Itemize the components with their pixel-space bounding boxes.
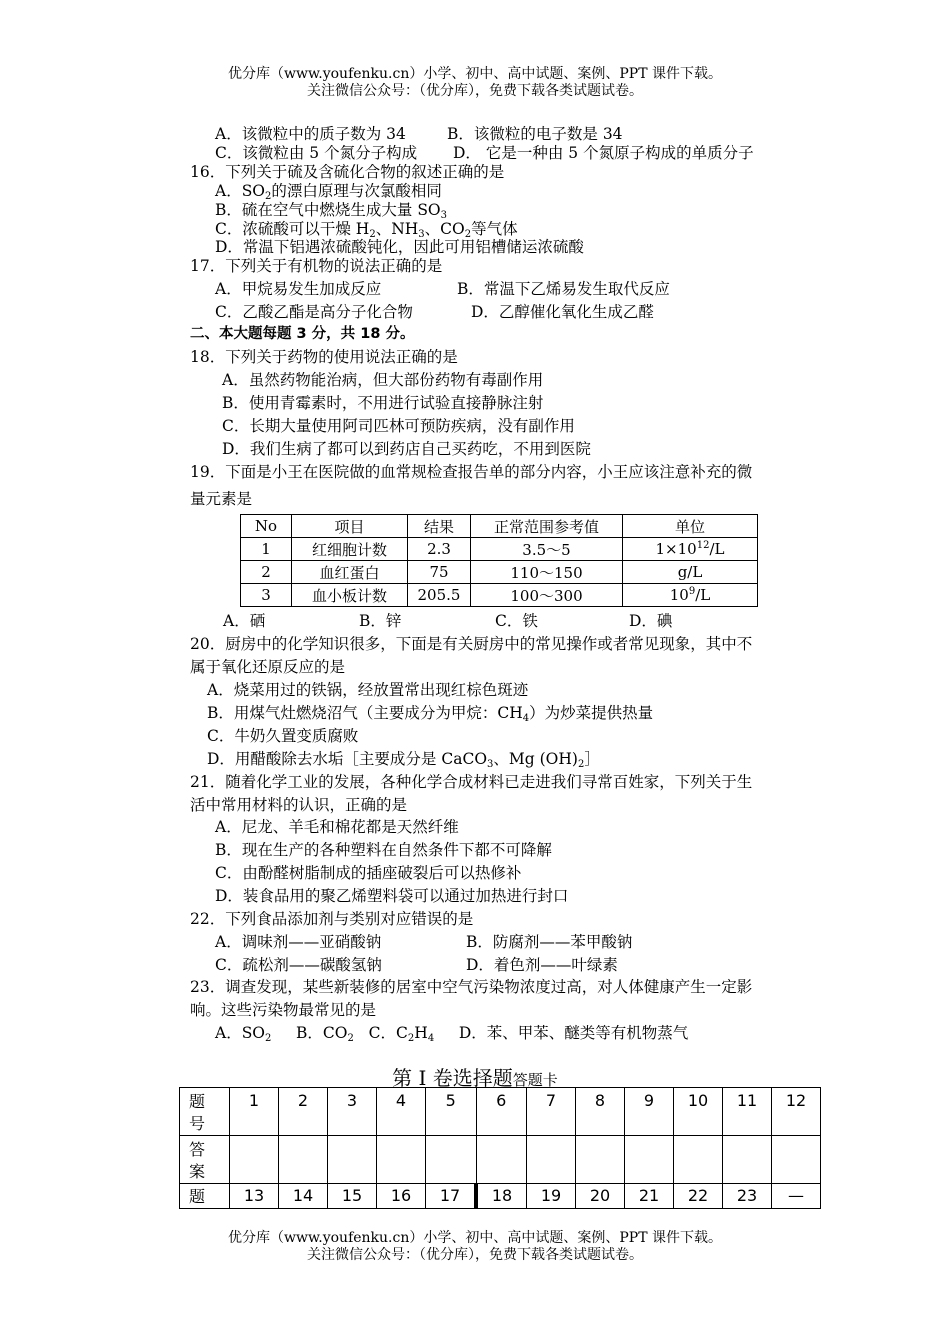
q17-option-c: C．乙酸乙酯是高分子化合物 [215,303,413,321]
q21-option-c: C．由酚醛树脂制成的插座破裂后可以热修补 [215,864,522,882]
header-no: No [241,515,292,538]
answer-card-answer-row [180,1136,821,1184]
q17-stem: 17．下列关于有机物的说法正确的是 [190,257,443,275]
row-label-answer: 答 案 [180,1136,230,1184]
blood-test-table [240,514,758,607]
q15-option-b: B．该微粒的电子数是 34 [447,125,623,143]
question-number: 8 [576,1088,625,1136]
q19-option-b: B．锌 [359,612,402,630]
table-header-row [241,515,758,538]
question-number: 1 [230,1088,279,1136]
answer-card-number-row-2 [180,1184,821,1209]
q22-option-c: C．疏松剂——碳酸氢钠 [215,956,382,974]
q17-option-a: A．甲烷易发生加成反应 [215,280,382,298]
header-line-1: 优分库（www.youfenku.cn）小学、初中、高中试题、案例、PPT 课件下载。 [227,66,722,82]
q21-option-d: D．装食品用的聚乙烯塑料袋可以通过加热进行封口 [215,887,569,905]
question-number: 3 [328,1088,377,1136]
answer-cell[interactable] [279,1136,328,1184]
q22-option-a: A．调味剂——亚硝酸钠 [215,933,382,951]
q22-option-b: B．防腐剂——苯甲酸钠 [466,933,633,951]
cell-range: 3.5～5 [471,538,623,561]
header-unit: 单位 [623,515,758,538]
question-number: 17 [426,1184,477,1209]
question-number: 6 [476,1088,527,1136]
q20-option-b: B．用煤气灶燃烧沼气（主要成分为甲烷：$CH_4$）为炒菜提供热量 [207,704,654,724]
q16-option-c: C．浓硫酸可以干燥 $H_2$、$NH_3$、$CO_2$等气体 [215,220,518,240]
q18-option-c: C．长期大量使用阿司匹林可预防疾病，没有副作用 [222,417,575,435]
q23-option-b: B．$CO_2$ [296,1024,354,1044]
question-number: 16 [377,1184,426,1209]
cell-unit: $10^9/L$ [623,584,758,607]
q23-options [215,1023,688,1043]
question-number: 22 [674,1184,723,1209]
question-number: 19 [527,1184,576,1209]
answer-cell[interactable] [527,1136,576,1184]
q17-option-b: B．常温下乙烯易发生取代反应 [457,280,670,298]
q21-stem-line-2: 活中常用材料的认识，正确的是 [190,796,408,814]
q23-option-d: D．苯、甲苯、醚类等有机物蒸气 [458,1024,689,1042]
cell-item: 血红蛋白 [292,561,408,584]
table-row [241,538,758,561]
q21-stem-line-1: 21．随着化学工业的发展，各种化学合成材料已走进我们寻常百姓家，下列关于生 [190,773,753,791]
question-number: 12 [772,1088,821,1136]
row-label-number: 题 号 [180,1088,230,1136]
header-result: 结果 [408,515,471,538]
question-number: 5 [426,1088,477,1136]
header-item: 项目 [292,515,408,538]
footer-line-1: 优分库（www.youfenku.cn）小学、初中、高中试题、案例、PPT 课件下载。 [227,1230,722,1246]
q16-option-b: B．硫在空气中燃烧生成大量 $SO_3$ [215,201,448,221]
answer-card-title: 第 I 卷选择题答题卡 [392,1066,558,1090]
question-number: 18 [476,1184,527,1209]
cell-no: 2 [241,561,292,584]
cell-unit: $1\times 10^{12}/L$ [623,538,758,561]
q19-option-a: A．硒 [223,612,266,630]
table-row [241,561,758,584]
q15-option-a: A．该微粒中的质子数为 34 [215,125,406,143]
q18-option-b: B．使用青霉素时，不用进行试验直接静脉注射 [222,394,544,412]
page-footer [0,1230,950,1264]
q23-stem-line-1: 23．调查发现，某些新装修的居室中空气污染物浓度过高，对人体健康产生一定影 [190,978,753,996]
q23-stem-line-2: 响。这些污染物最常见的是 [190,1001,377,1019]
q18-option-d: D．我们生病了都可以到药店自己买药吃，不用到医院 [222,440,591,458]
answer-cell[interactable] [625,1136,674,1184]
question-number: — [772,1184,821,1209]
q21-option-a: A．尼龙、羊毛和棉花都是天然纤维 [215,818,459,836]
q20-option-a: A．烧菜用过的铁锅，经放置常出现红棕色斑迹 [207,681,529,699]
answer-cell[interactable] [772,1136,821,1184]
answer-cell[interactable] [576,1136,625,1184]
answer-cell[interactable] [328,1136,377,1184]
cell-no: 1 [241,538,292,561]
q19-option-d: D．碘 [629,612,673,630]
table-row [241,584,758,607]
q20-option-d: D．用醋酸除去水垢［主要成分是 CaCO$_3$、Mg $(OH)_2]$ [207,750,600,770]
q16-option-a: A．$SO_2$的漂白原理与次氯酸相同 [215,182,442,202]
answer-cell[interactable] [723,1136,772,1184]
cell-result: 2.3 [408,538,471,561]
cell-range: 100～300 [471,584,623,607]
question-number: 13 [230,1184,279,1209]
q18-stem: 18．下列关于药物的使用说法正确的是 [190,348,458,366]
answer-card-table [179,1087,821,1209]
question-number: 2 [279,1088,328,1136]
q15-option-c: C．该微粒由 5 个氮分子构成 [215,144,418,162]
question-number: 15 [328,1184,377,1209]
answer-cell[interactable] [230,1136,279,1184]
footer-line-2: 关注微信公众号：（优分库），免费下载各类试题试卷。 [307,1247,643,1263]
question-number: 10 [674,1088,723,1136]
q23-option-a: A．$SO_2$ [215,1024,272,1044]
question-number: 20 [576,1184,625,1209]
q18-option-a: A．虽然药物能治病，但大部份药物有毒副作用 [222,371,544,389]
question-number: 9 [625,1088,674,1136]
q20-stem-line-2: 属于氧化还原反应的是 [190,658,346,676]
row-label-number-2: 题 [180,1184,230,1209]
cell-unit: g/L [623,561,758,584]
q21-option-b: B．现在生产的各种塑料在自然条件下都不可降解 [215,841,552,859]
cell-result: 205.5 [408,584,471,607]
q22-option-d: D．着色剂——叶绿素 [466,956,618,974]
question-number: 4 [377,1088,426,1136]
q15-option-d: D． 它是一种由 5 个氮原子构成的单质分子 [453,144,754,162]
q19-stem-line-1: 19．下面是小王在医院做的血常规检查报告单的部分内容，小王应该注意补充的微 [190,463,753,481]
section-heading: 二、本大题每题 3 分，共 18 分。 [190,326,415,342]
q22-stem: 22．下列食品添加剂与类别对应错误的是 [190,910,474,928]
question-number: 23 [723,1184,772,1209]
cell-item: 血小板计数 [292,584,408,607]
cell-range: 110～150 [471,561,623,584]
header-line-2: 关注微信公众号：（优分库），免费下载各类试题试卷。 [307,83,643,99]
cell-no: 3 [241,584,292,607]
answer-card-number-row [180,1088,821,1136]
cell-result: 75 [408,561,471,584]
question-number: 7 [527,1088,576,1136]
q16-option-d: D．常温下铝遇浓硫酸钝化，因此可用铝槽储运浓硫酸 [215,238,584,256]
q23-option-c: C．$C_2H_4$ [368,1024,435,1044]
q20-stem-line-1: 20．厨房中的化学知识很多，下面是有关厨房中的常见操作或者常见现象，其中不 [190,635,753,653]
q19-stem-line-2: 量元素是 [190,490,253,508]
answer-cell[interactable] [476,1136,527,1184]
question-number: 14 [279,1184,328,1209]
question-number: 11 [723,1088,772,1136]
answer-cell[interactable] [674,1136,723,1184]
q16-stem: 16．下列关于硫及含硫化合物的叙述正确的是 [190,163,505,181]
answer-cell[interactable] [377,1136,426,1184]
q17-option-d: D．乙醇催化氧化生成乙醛 [471,303,654,321]
page-header [0,66,950,100]
q20-option-c: C．牛奶久置变质腐败 [207,727,359,745]
answer-cell[interactable] [426,1136,477,1184]
cell-item: 红细胞计数 [292,538,408,561]
question-number: 21 [625,1184,674,1209]
header-range: 正常范围参考值 [471,515,623,538]
q19-option-c: C．铁 [495,612,538,630]
